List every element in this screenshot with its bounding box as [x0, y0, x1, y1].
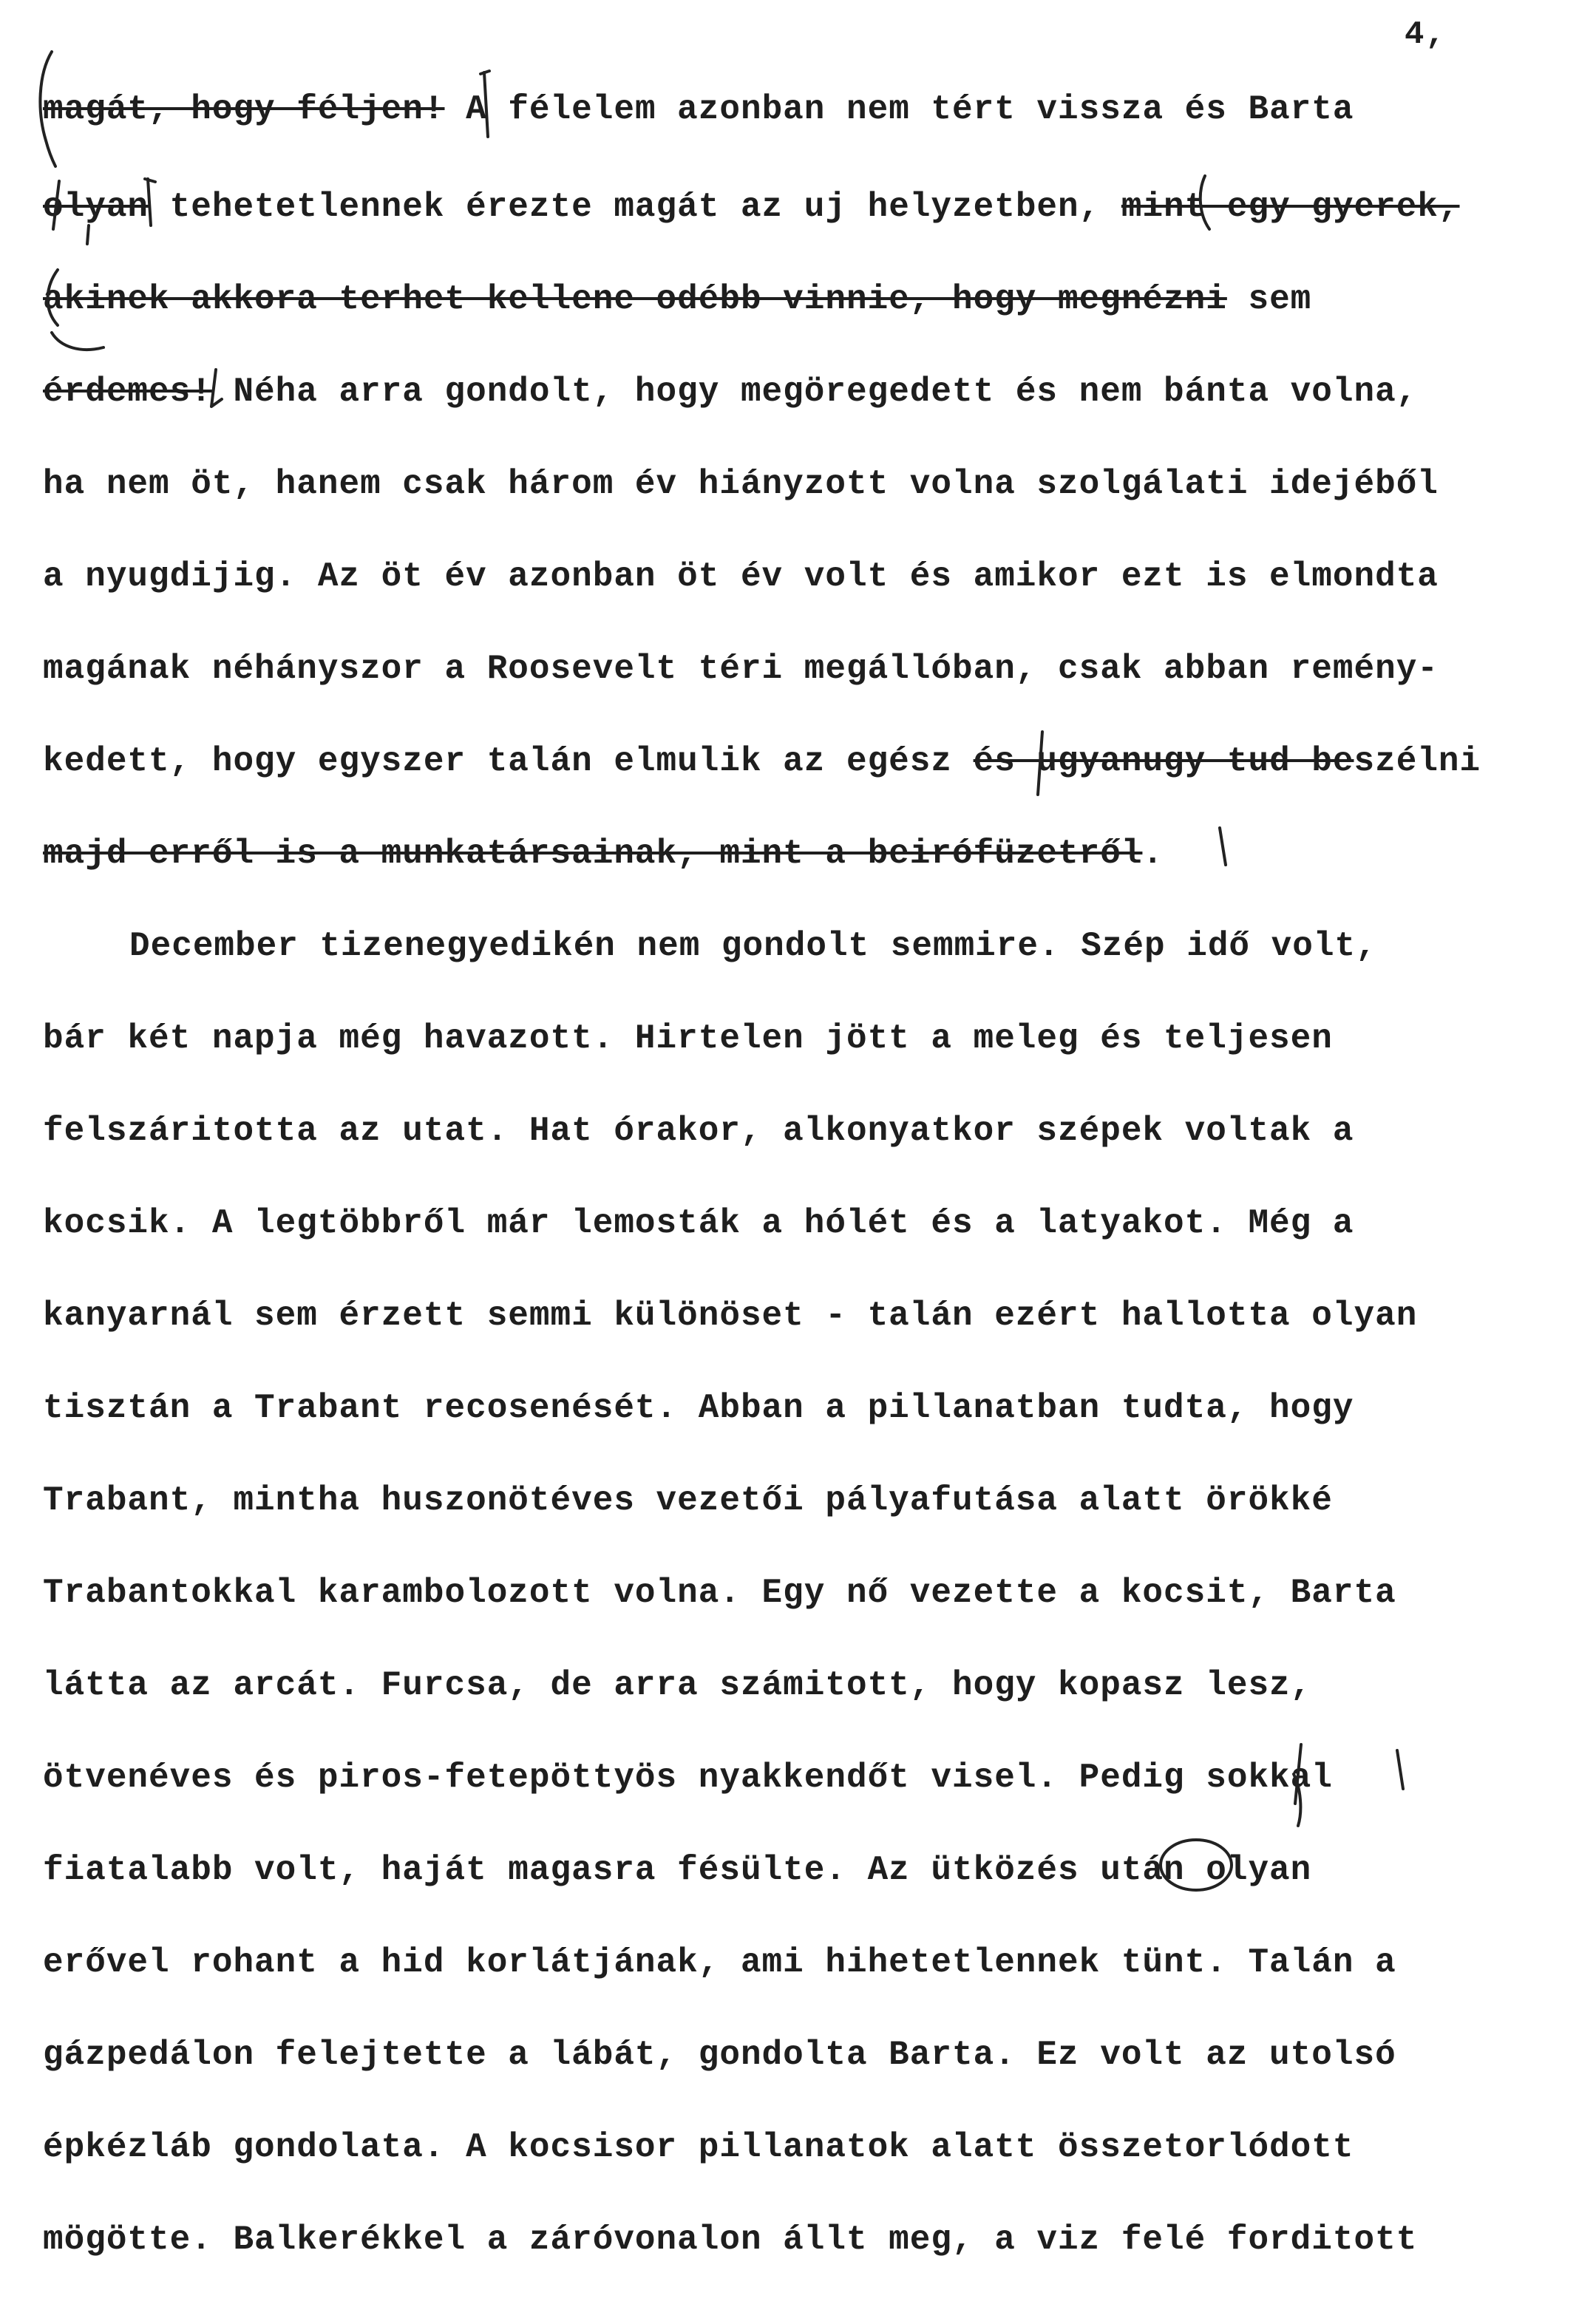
text-line [43, 739, 1481, 784]
line-text: gázpedálon felejtette a lábát, gondolta Barta. Ez volt az utolsó [43, 2036, 1396, 2074]
line-text: A félelem azonban nem tért vissza és Barta [444, 90, 1354, 129]
line-text: felszáritotta az utat. Hat órakor, alkonyatkor szépek voltak a [43, 1112, 1354, 1150]
page-number: 4, [1405, 16, 1447, 53]
line-text: tisztán a Trabant recosenését. Abban a pillanatban tudta, hogy [43, 1389, 1354, 1427]
line-text: kanyarnál sem érzett semmi különöset - talán ezért hallotta olyan [43, 1297, 1418, 1335]
line-text: . [1142, 835, 1164, 873]
text-line [43, 2125, 1354, 2170]
text-line [43, 1571, 1396, 1615]
text-line [43, 1756, 1333, 1800]
text-line [129, 924, 1377, 968]
line-text: magának néhányszor a Roosevelt téri megállóban, csak abban remény- [43, 650, 1439, 688]
text-line [43, 1016, 1333, 1061]
line-text: kocsik. A legtöbbről már lemosták a hólét és a latyakot. Még a [43, 1204, 1354, 1243]
text-line [43, 87, 1354, 132]
text-line [43, 554, 1439, 599]
text-line [43, 832, 1164, 876]
line-text: ha nem öt, hanem csak három év hiányzott volna szolgálati idejéből [43, 465, 1439, 503]
struck-text: mint egy gyerek, [1121, 188, 1460, 226]
text-line [43, 647, 1439, 691]
line-text: December tizenegyedikén nem gondolt semmire. Szép idő volt, [129, 927, 1377, 965]
text-line [43, 1940, 1396, 1985]
text-line [43, 1848, 1311, 1892]
line-text: Trabant, mintha huszonötéves vezetői pályafutása alatt örökké [43, 1481, 1333, 1520]
line-text: Néha arra gondolt, hogy megöregedett és nem bánta volna, [211, 373, 1418, 411]
text-line [43, 2218, 1417, 2262]
text-line [43, 462, 1439, 506]
line-text: a nyugdijig. Az öt év azonban öt év volt és amikor ezt is elmondta [43, 557, 1439, 596]
text-line [43, 2033, 1396, 2077]
text-line [43, 1294, 1417, 1338]
line-text: épkézláb gondolata. A kocsisor pillanatok alatt összetorlódott [43, 2128, 1354, 2167]
struck-text: érdemes! [43, 373, 212, 411]
text-line [43, 1478, 1333, 1523]
struck-text: magát, hogy féljen! [43, 90, 445, 129]
line-text: látta az arcát. Furcsa, de arra számitott, hogy kopasz lesz, [43, 1666, 1312, 1705]
line-text: tehetetlennek érezte magát az uj helyzetben, [149, 188, 1121, 226]
line-text: sem [1226, 280, 1312, 319]
text-line [43, 1663, 1311, 1708]
text-line [43, 370, 1417, 414]
line-text: bár két napja még havazott. Hirtelen jött a meleg és teljesen [43, 1019, 1333, 1058]
line-text: Trabantokkal karambolozott volna. Egy nő vezette a kocsit, Barta [43, 1574, 1396, 1612]
text-line [43, 1201, 1354, 1246]
line-text: ötvenéves és piros-fetepöttyös nyakkendőt visel. Pedig sokkal [43, 1759, 1333, 1797]
struck-text: akinek akkora terhet kellene odébb vinnie, hogy megnézni [43, 280, 1227, 319]
text-line [43, 277, 1311, 322]
line-text: szélni [1354, 742, 1481, 781]
line-text: mögötte. Balkerékkel a záróvonalon állt meg, a viz felé forditott [43, 2221, 1418, 2259]
line-text: kedett, hogy egyszer talán elmulik az egész [43, 742, 974, 781]
text-line [43, 185, 1460, 229]
struck-text: és ugyanugy tud be [973, 742, 1354, 781]
struck-text: olyan [43, 188, 149, 226]
line-text: fiatalabb volt, haját magasra fésülte. Az ütközés után olyan [43, 1851, 1312, 1889]
text-line [43, 1109, 1354, 1153]
text-line [43, 1386, 1354, 1430]
line-text: erővel rohant a hid korlátjának, ami hihetetlennek tünt. Talán a [43, 1943, 1396, 1982]
struck-text: majd erről is a munkatársainak, mint a beirófüzetről [43, 835, 1143, 873]
